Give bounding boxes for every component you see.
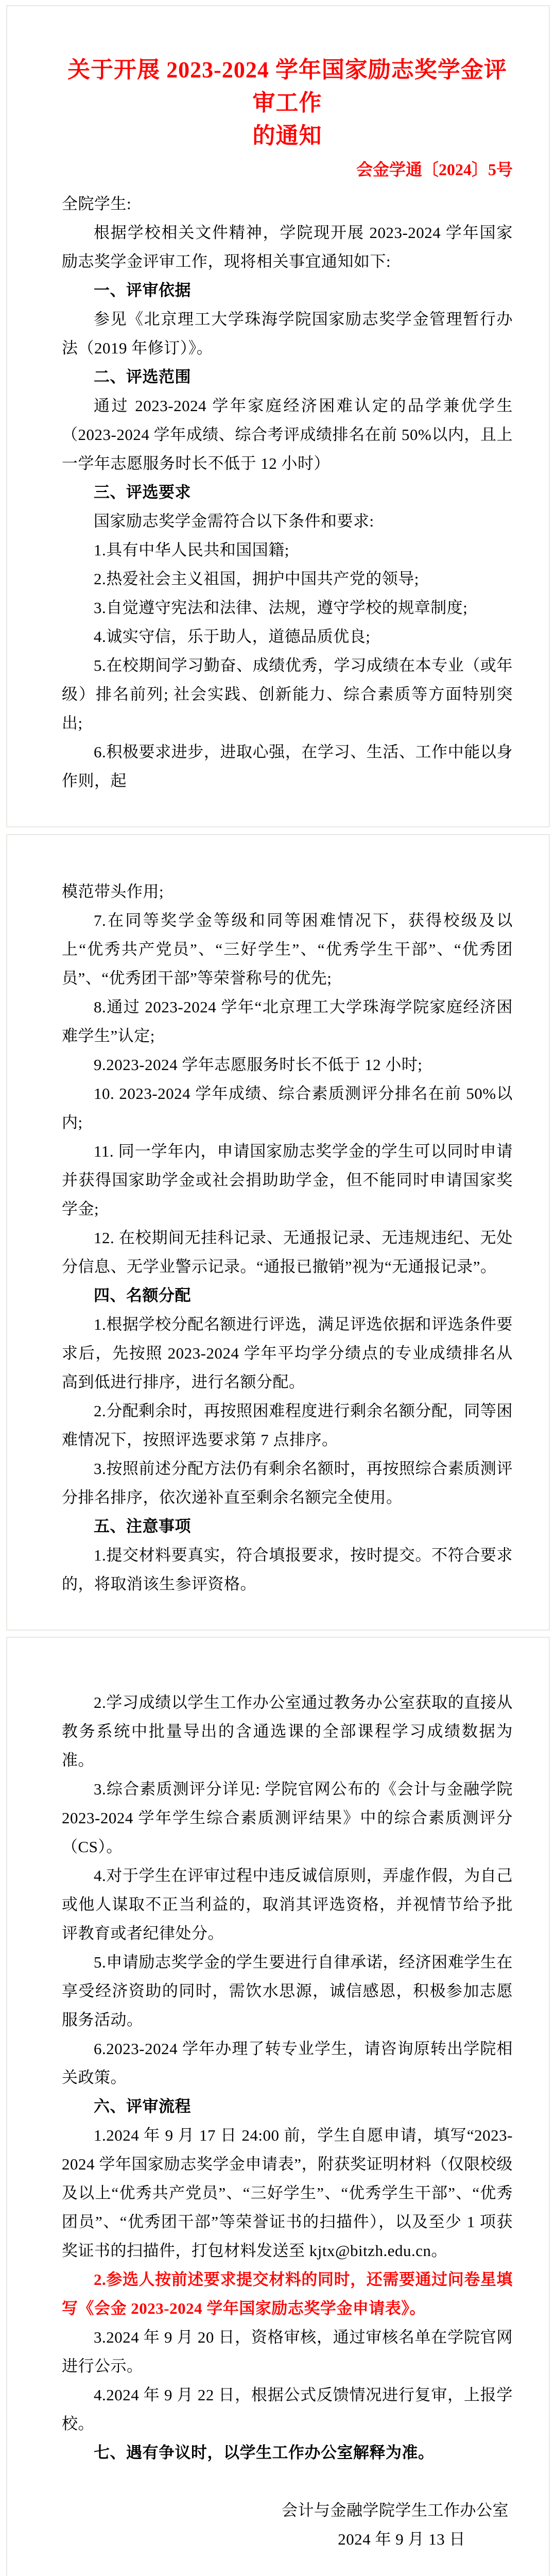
- highlighted-paragraph: 2.参选人按前述要求提交材料的同时，还需要通过问卷星填写《会金 2023-2024 学年国家励志奖学金申请表》。: [62, 2270, 513, 2317]
- paragraph: 12. 在校期间无挂科记录、无通报记录、无违规违纪、无处分信息、无学业警示记录。“通报已撤销”视为“无通报记录”。: [62, 1229, 513, 1276]
- signature-line: 会计与金融学院学生工作办公室: [282, 2501, 509, 2519]
- paragraph: 1.提交材料要真实，符合填报要求，按时提交。不符合要求的，将取消该生参评资格。: [62, 1546, 513, 1593]
- section-heading: 六、评审流程: [94, 2097, 191, 2115]
- paragraph: 1.2024 年 9 月 17 日 24:00 前，学生自愿申请，填写“2023-2024 学年国家励志奖学金申请表”，附获奖证明材料（仅限校级及以上“优秀共产党员”、“三好学生”、“优秀学生干部”、“优秀团员”、“优秀团干部”等荣誉证书的扫描件），以及至少 1 项获奖证书的扫描件，打包材料发送至 kjtx@bitzh.edu.cn。: [62, 2126, 513, 2260]
- date-line: 2024 年 9 月 13 日: [338, 2530, 465, 2548]
- salutation: 全院学生:: [62, 195, 132, 213]
- paragraph: 3.综合素质测评分详见: 学院官网公布的《会计与金融学院 2023-2024 学年学生综合素质测评结果》中的综合素质测评分（CS）。: [62, 1780, 513, 1856]
- notice-title: [62, 54, 513, 152]
- paragraph: 国家励志奖学金需符合以下条件和要求:: [94, 512, 374, 530]
- page-3: [6, 1637, 550, 2576]
- page-2-body: [62, 877, 513, 1599]
- paragraph: 7.在同等奖学金等级和同等困难情况下，获得校级及以上“优秀共产党员”、“三好学生”、“优秀学生干部”、“优秀团员”、“优秀团干部”等荣誉称号的优先;: [62, 911, 513, 987]
- notice-title-line-1: 关于开展 2023-2024 学年国家励志奖学金评审工作: [67, 57, 507, 115]
- page-3-body: [62, 1688, 513, 2554]
- section-heading: 三、评选要求: [94, 483, 191, 501]
- paragraph-continuation: 模范带头作用;: [62, 883, 164, 901]
- section-heading: 五、注意事项: [94, 1517, 191, 1535]
- paragraph: 根据学校相关文件精神，学院现开展 2023-2024 学年国家励志奖学金评审工作，现将相关事宜通知如下:: [62, 224, 513, 270]
- paragraph: 5.申请励志奖学金的学生要进行自律承诺，经济困难学生在享受经济资助的同时，需饮水思源，诚信感恩，积极参加志愿服务活动。: [62, 1953, 513, 2029]
- notice-title-line-2: 的通知: [252, 123, 322, 148]
- paragraph: 2.分配剩余时，再按照困难程度进行剩余名额分配，同等困难情况下，按照评选要求第 7 点排序。: [62, 1402, 513, 1449]
- paragraph: 4.对于学生在评审过程中违反诚信原则，弄虚作假，为自己或他人谋取不正当利益的，取消其评选资格，并视情节给予批评教育或者纪律处分。: [62, 1867, 513, 1942]
- paragraph: 3.自觉遵守宪法和法律、法规，遵守学校的规章制度;: [94, 599, 468, 617]
- paragraph: 2.学习成绩以学生工作办公室通过教务办公室获取的直接从教务系统中批量导出的含通选课的全部课程学习成绩数据为准。: [62, 1693, 513, 1769]
- section-heading: 一、评审依据: [94, 281, 191, 299]
- paragraph: 3.2024 年 9 月 20 日，资格审核，通过审核名单在学院官网进行公示。: [62, 2328, 513, 2375]
- paragraph: 4.诚实守信，乐于助人，道德品质优良;: [94, 628, 371, 646]
- paragraph: 8.通过 2023-2024 学年“北京理工大学珠海学院家庭经济困难学生”认定;: [62, 998, 513, 1045]
- page-2: [6, 834, 550, 1631]
- paragraph: 6.2023-2024 学年办理了转专业学生，请咨询原转出学院相关政策。: [62, 2040, 513, 2087]
- paragraph: 通过 2023-2024 学年家庭经济困难认定的品学兼优学生（2023-2024 学年成绩、综合考评成绩排名在前 50%以内，且上一学年志愿服务时长不低于 12 小时）: [62, 397, 513, 472]
- document-number: 会金学通〔2024〕5号: [356, 160, 513, 179]
- section-heading: 二、评选范围: [94, 368, 191, 386]
- page-1-body: [62, 190, 513, 795]
- paragraph: 10. 2023-2024 学年成绩、综合素质测评分排名在前 50%以内;: [62, 1084, 513, 1131]
- paragraph: 1.根据学校分配名额进行评选，满足评选依据和评选条件要求后，先按照 2023-2024 学年平均学分绩点的专业成绩排名从高到低进行排序，进行名额分配。: [62, 1315, 513, 1391]
- page-1: [6, 5, 550, 827]
- paragraph: 11. 同一学年内，申请国家励志奖学金的学生可以同时申请并获得国家助学金或社会捐助助学金，但不能同时申请国家奖学金;: [62, 1142, 513, 1218]
- paragraph: 2.热爱社会主义祖国，拥护中国共产党的领导;: [94, 570, 419, 588]
- section-heading: 七、遇有争议时，以学生工作办公室解释为准。: [94, 2444, 435, 2462]
- paragraph: 9.2023-2024 学年志愿服务时长不低于 12 小时;: [94, 1056, 423, 1074]
- paragraph: 参见《北京理工大学珠海学院国家励志奖学金管理暂行办法（2019 年修订）》。: [62, 310, 513, 357]
- paragraph: 5.在校期间学习勤奋、成绩优秀，学习成绩在本专业（或年级）排名前列; 社会实践、创新能力、综合素质等方面特别突出;: [62, 656, 513, 732]
- paragraph: 4.2024 年 9 月 22 日，根据公式反馈情况进行复审，上报学校。: [62, 2386, 513, 2433]
- paragraph: 6.积极要求进步，进取心强，在学习、生活、工作中能以身作则，起: [62, 743, 513, 790]
- section-heading: 四、名额分配: [94, 1286, 191, 1304]
- paragraph: 3.按照前述分配方法仍有剩余名额时，再按照综合素质测评分排名排序，依次递补直至剩余名额完全使用。: [62, 1460, 513, 1506]
- paragraph: 1.具有中华人民共和国国籍;: [94, 541, 289, 559]
